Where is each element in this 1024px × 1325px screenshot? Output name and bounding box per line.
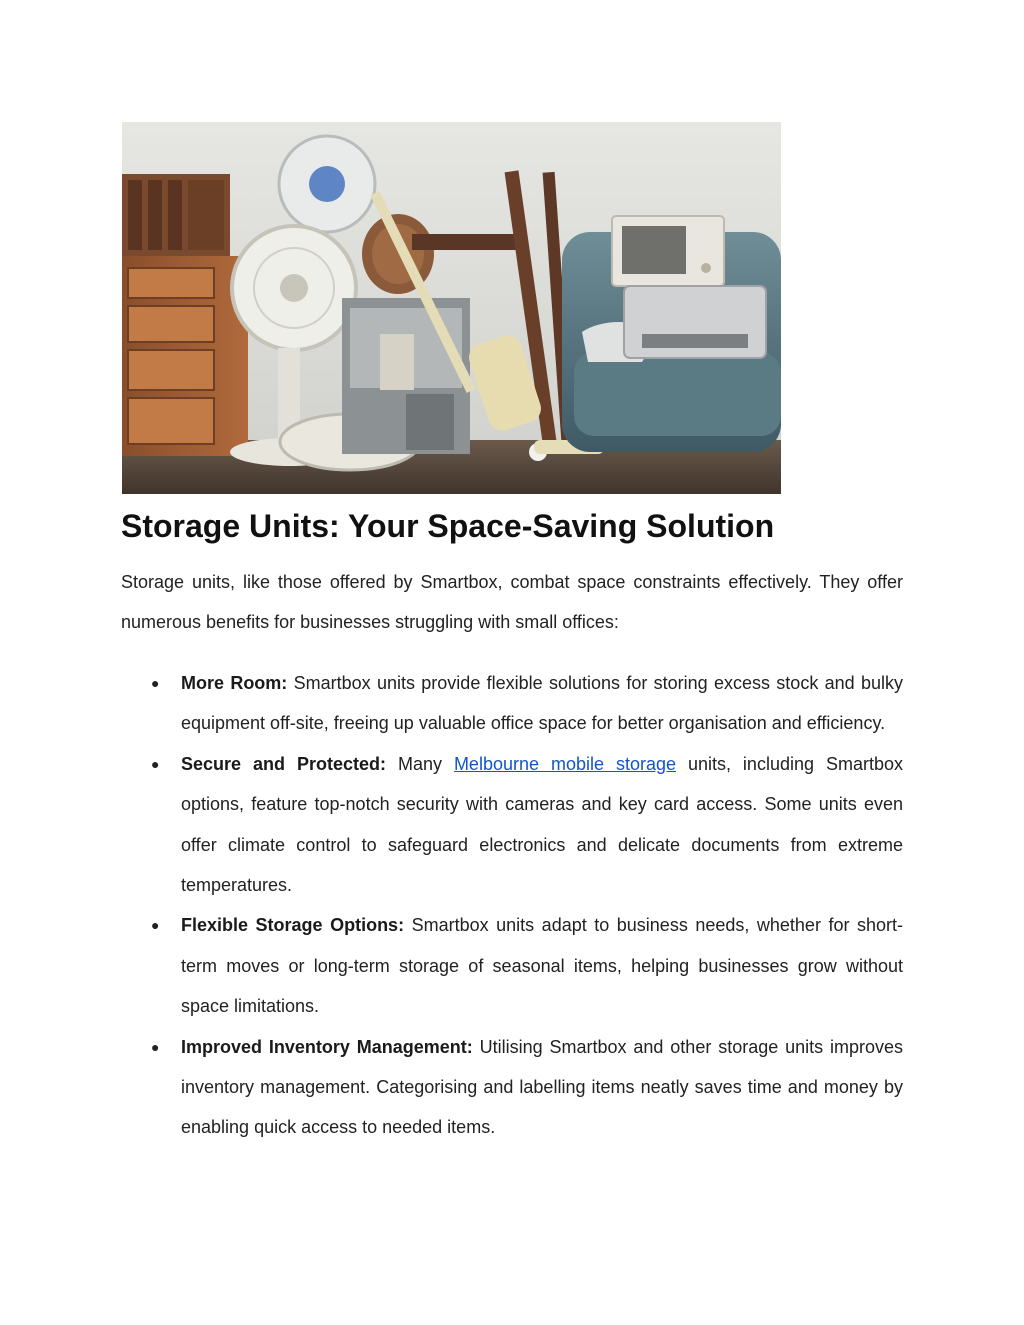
bullet-icon: ● (151, 917, 160, 934)
benefit-text: Smartbox units adapt to business needs, whether for short-term moves or long-term storage of seasonal items, helping businesses grow without space limitations. (181, 915, 903, 1017)
bullet-icon: ● (151, 675, 160, 691)
benefit-label: Improved Inventory Management: (181, 1036, 473, 1057)
benefit-label: More Room: (181, 673, 288, 693)
bullet-icon: ● (151, 1038, 160, 1055)
list-item (121, 905, 903, 1026)
benefit-text: Smartbox units provide flexible solutions for storing excess stock and bulky equipment off-site, freeing up valuable office space for better organisation and efficiency. (181, 673, 903, 734)
benefit-text: Many (385, 753, 454, 774)
list-item (121, 744, 903, 906)
page-title: Storage Units: Your Space-Saving Solution (121, 508, 775, 544)
benefit-text: Utilising Smartbox and other storage units improves inventory management. Categorising and labelling items neatly saves time and money by enabling quick access to needed items. (181, 1036, 903, 1138)
melbourne-mobile-storage-link[interactable]: Melbourne mobile storage (453, 753, 676, 774)
benefit-label: Flexible Storage Options: (181, 915, 405, 936)
benefit-label: Secure and Protected: (181, 753, 386, 774)
bullet-icon: ● (151, 755, 160, 772)
benefits-list (121, 663, 903, 1148)
list-item (121, 1027, 903, 1148)
benefit-text: units, including Smartbox options, feature top-notch security with cameras and key card access. Some units even offer climate control to safeguard electronics and delicate documents from extreme temperatures. (181, 753, 903, 896)
intro-paragraph: Storage units, like those offered by Smartbox, combat space constraints effectively. They offer numerous benefits for businesses struggling with small offices: (121, 572, 903, 632)
storage-clutter-photo (122, 122, 781, 494)
list-item (121, 663, 903, 744)
